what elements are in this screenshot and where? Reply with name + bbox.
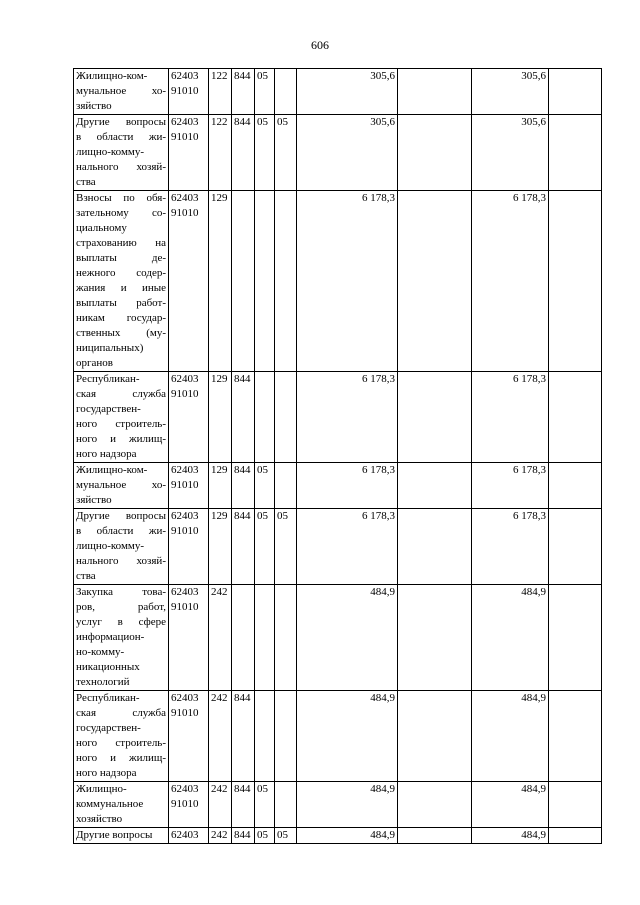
row-rz-cell: 05 <box>255 69 275 115</box>
row-ved-cell: 844 <box>232 372 255 463</box>
row-ved-cell: 844 <box>232 115 255 191</box>
row-csr-line: 91010 <box>171 601 199 613</box>
row-pr-cell <box>275 585 297 691</box>
row-name-cell <box>74 69 169 115</box>
row-rz-cell: 05 <box>255 115 275 191</box>
row-csr-cell <box>169 372 209 463</box>
row-name-line: органов <box>76 357 113 369</box>
row-name-line: зяйство <box>76 100 112 112</box>
row-name-cell <box>74 782 169 828</box>
row-sum2-cell: 6 178,3 <box>472 509 549 585</box>
row-pr-cell <box>275 69 297 115</box>
row-name-line: технологий <box>76 676 130 688</box>
row-csr-cell <box>169 828 209 844</box>
row-csr-line: 91010 <box>171 525 199 537</box>
row-name-line: ного и жилищ- <box>76 752 166 764</box>
row-vr-cell: 242 <box>209 782 232 828</box>
row-name-line: мунальное хо- <box>76 85 166 97</box>
row-csr-line: 91010 <box>171 798 199 810</box>
row-name-line: Закупка това- <box>76 586 166 598</box>
row-empty-cell-b <box>549 782 602 828</box>
budget-table <box>73 68 602 844</box>
row-name-cell <box>74 372 169 463</box>
row-name-line: лищно-комму- <box>76 146 145 158</box>
row-rz-cell: 05 <box>255 509 275 585</box>
row-ved-cell: 844 <box>232 691 255 782</box>
row-rz-cell <box>255 372 275 463</box>
row-vr-cell: 129 <box>209 463 232 509</box>
table-row <box>74 115 602 191</box>
row-name-line: но-комму- <box>76 646 125 658</box>
row-rz-cell <box>255 585 275 691</box>
row-name-line: никам государ- <box>76 312 166 324</box>
row-ved-cell: 844 <box>232 828 255 844</box>
row-csr-line: 62403 <box>171 829 199 841</box>
row-csr-cell <box>169 509 209 585</box>
row-name-line: ного строитель- <box>76 737 166 749</box>
table-row <box>74 828 602 844</box>
row-pr-cell <box>275 372 297 463</box>
row-pr-cell: 05 <box>275 509 297 585</box>
row-pr-cell: 05 <box>275 115 297 191</box>
row-empty-cell-b <box>549 828 602 844</box>
row-name-line: нежного содер- <box>76 267 166 279</box>
row-name-line: в области жи- <box>76 525 166 537</box>
row-csr-line: 91010 <box>171 207 199 219</box>
row-sum1-cell: 6 178,3 <box>297 509 398 585</box>
row-name-cell <box>74 691 169 782</box>
row-csr-cell <box>169 191 209 372</box>
row-empty-cell-a <box>398 509 472 585</box>
row-sum1-cell: 305,6 <box>297 115 398 191</box>
row-name-line: Другие вопросы <box>76 116 166 128</box>
table-row <box>74 691 602 782</box>
row-csr-cell <box>169 69 209 115</box>
row-empty-cell-a <box>398 115 472 191</box>
row-name-line: Другие вопросы <box>76 510 166 522</box>
row-ved-cell: 844 <box>232 463 255 509</box>
row-csr-cell <box>169 463 209 509</box>
row-name-line: ного надзора <box>76 448 137 460</box>
row-sum2-cell: 305,6 <box>472 69 549 115</box>
row-empty-cell-b <box>549 585 602 691</box>
row-vr-cell: 242 <box>209 691 232 782</box>
row-vr-cell: 242 <box>209 585 232 691</box>
row-empty-cell-a <box>398 585 472 691</box>
row-csr-cell <box>169 782 209 828</box>
row-csr-cell <box>169 585 209 691</box>
row-sum1-cell: 6 178,3 <box>297 463 398 509</box>
row-empty-cell-b <box>549 463 602 509</box>
row-name-line: ственных (му- <box>76 327 166 339</box>
row-csr-cell <box>169 691 209 782</box>
table-row <box>74 372 602 463</box>
row-pr-cell: 05 <box>275 828 297 844</box>
row-vr-cell: 129 <box>209 372 232 463</box>
row-sum2-cell: 6 178,3 <box>472 191 549 372</box>
row-name-line: ниципальных) <box>76 342 144 354</box>
row-name-line: коммунальное <box>76 798 144 810</box>
row-empty-cell-a <box>398 782 472 828</box>
row-pr-cell <box>275 782 297 828</box>
row-rz-cell <box>255 191 275 372</box>
row-sum1-cell: 305,6 <box>297 69 398 115</box>
row-empty-cell-b <box>549 372 602 463</box>
row-csr-line: 62403 <box>171 464 199 476</box>
row-name-line: ства <box>76 570 96 582</box>
row-name-line: ного и жилищ- <box>76 433 166 445</box>
row-name-line: выплаты работ- <box>76 297 166 309</box>
row-name-line: ства <box>76 176 96 188</box>
row-csr-line: 91010 <box>171 85 199 97</box>
row-name-line: ская служба <box>76 388 166 400</box>
row-csr-line: 62403 <box>171 783 199 795</box>
row-sum2-cell: 484,9 <box>472 828 549 844</box>
row-name-line: Жилищно-ком- <box>76 70 148 82</box>
row-ved-cell <box>232 191 255 372</box>
row-name-line: страхованию на <box>76 237 166 249</box>
row-name-line: зательному со- <box>76 207 166 219</box>
row-rz-cell: 05 <box>255 782 275 828</box>
row-csr-line: 62403 <box>171 116 199 128</box>
row-name-line: нального хозяй- <box>76 161 166 173</box>
table-body <box>74 69 602 844</box>
table-row <box>74 782 602 828</box>
row-sum1-cell: 484,9 <box>297 782 398 828</box>
row-name-line: информацион- <box>76 631 145 643</box>
row-empty-cell-b <box>549 509 602 585</box>
row-pr-cell <box>275 691 297 782</box>
row-csr-line: 91010 <box>171 707 199 719</box>
row-csr-cell <box>169 115 209 191</box>
row-name-cell <box>74 115 169 191</box>
row-empty-cell-b <box>549 191 602 372</box>
row-name-line: государствен- <box>76 722 141 734</box>
row-name-line: выплаты де- <box>76 252 166 264</box>
row-ved-cell <box>232 585 255 691</box>
row-name-line: государствен- <box>76 403 141 415</box>
row-name-line: услуг в сфере <box>76 616 166 628</box>
row-rz-cell: 05 <box>255 463 275 509</box>
row-vr-cell: 242 <box>209 828 232 844</box>
row-name-cell <box>74 828 169 844</box>
row-ved-cell: 844 <box>232 782 255 828</box>
row-sum1-cell: 6 178,3 <box>297 191 398 372</box>
row-pr-cell <box>275 191 297 372</box>
row-name-line: ного надзора <box>76 767 137 779</box>
row-name-cell <box>74 191 169 372</box>
row-vr-cell: 122 <box>209 115 232 191</box>
row-name-line: Взносы по обя- <box>76 192 166 204</box>
row-csr-line: 62403 <box>171 373 199 385</box>
row-empty-cell-a <box>398 463 472 509</box>
row-sum2-cell: 484,9 <box>472 691 549 782</box>
row-rz-cell <box>255 691 275 782</box>
row-name-cell <box>74 585 169 691</box>
row-csr-line: 62403 <box>171 692 199 704</box>
row-sum1-cell: 484,9 <box>297 585 398 691</box>
row-name-line: нального хозяй- <box>76 555 166 567</box>
row-empty-cell-b <box>549 69 602 115</box>
row-csr-line: 62403 <box>171 192 199 204</box>
row-name-line: никационных <box>76 661 140 673</box>
row-name-line: Другие вопросы <box>76 829 153 841</box>
table-row <box>74 509 602 585</box>
row-name-line: ская служба <box>76 707 166 719</box>
row-empty-cell-a <box>398 69 472 115</box>
row-empty-cell-b <box>549 115 602 191</box>
row-name-line: лищно-комму- <box>76 540 145 552</box>
row-name-line: жания и иные <box>76 282 166 294</box>
row-vr-cell: 129 <box>209 191 232 372</box>
table-row <box>74 463 602 509</box>
row-csr-line: 91010 <box>171 388 199 400</box>
row-sum2-cell: 484,9 <box>472 585 549 691</box>
row-sum2-cell: 6 178,3 <box>472 372 549 463</box>
table-row <box>74 585 602 691</box>
row-name-cell <box>74 463 169 509</box>
row-vr-cell: 122 <box>209 69 232 115</box>
row-name-line: ного строитель- <box>76 418 166 430</box>
row-csr-line: 91010 <box>171 479 199 491</box>
row-name-line: циальному <box>76 222 127 234</box>
row-name-cell <box>74 509 169 585</box>
row-sum1-cell: 484,9 <box>297 828 398 844</box>
row-sum2-cell: 305,6 <box>472 115 549 191</box>
row-csr-line: 91010 <box>171 131 199 143</box>
row-csr-line: 62403 <box>171 586 199 598</box>
row-sum1-cell: 484,9 <box>297 691 398 782</box>
row-name-line: хозяйство <box>76 813 123 825</box>
table-row <box>74 191 602 372</box>
row-empty-cell-a <box>398 828 472 844</box>
row-vr-cell: 129 <box>209 509 232 585</box>
row-ved-cell: 844 <box>232 509 255 585</box>
row-csr-line: 62403 <box>171 70 199 82</box>
row-name-line: зяйство <box>76 494 112 506</box>
row-sum2-cell: 484,9 <box>472 782 549 828</box>
row-ved-cell: 844 <box>232 69 255 115</box>
row-empty-cell-b <box>549 691 602 782</box>
row-name-line: Республикан- <box>76 373 140 385</box>
row-empty-cell-a <box>398 372 472 463</box>
row-name-line: ров, работ, <box>76 601 166 613</box>
row-sum2-cell: 6 178,3 <box>472 463 549 509</box>
row-name-line: в области жи- <box>76 131 166 143</box>
row-sum1-cell: 6 178,3 <box>297 372 398 463</box>
row-csr-line: 62403 <box>171 510 199 522</box>
row-name-line: Жилищно-ком- <box>76 464 148 476</box>
page-number: 606 <box>311 38 329 52</box>
row-empty-cell-a <box>398 191 472 372</box>
row-rz-cell: 05 <box>255 828 275 844</box>
row-empty-cell-a <box>398 691 472 782</box>
row-name-line: Республикан- <box>76 692 140 704</box>
row-name-line: Жилищно- <box>76 783 127 795</box>
row-name-line: мунальное хо- <box>76 479 166 491</box>
table-row <box>74 69 602 115</box>
row-pr-cell <box>275 463 297 509</box>
